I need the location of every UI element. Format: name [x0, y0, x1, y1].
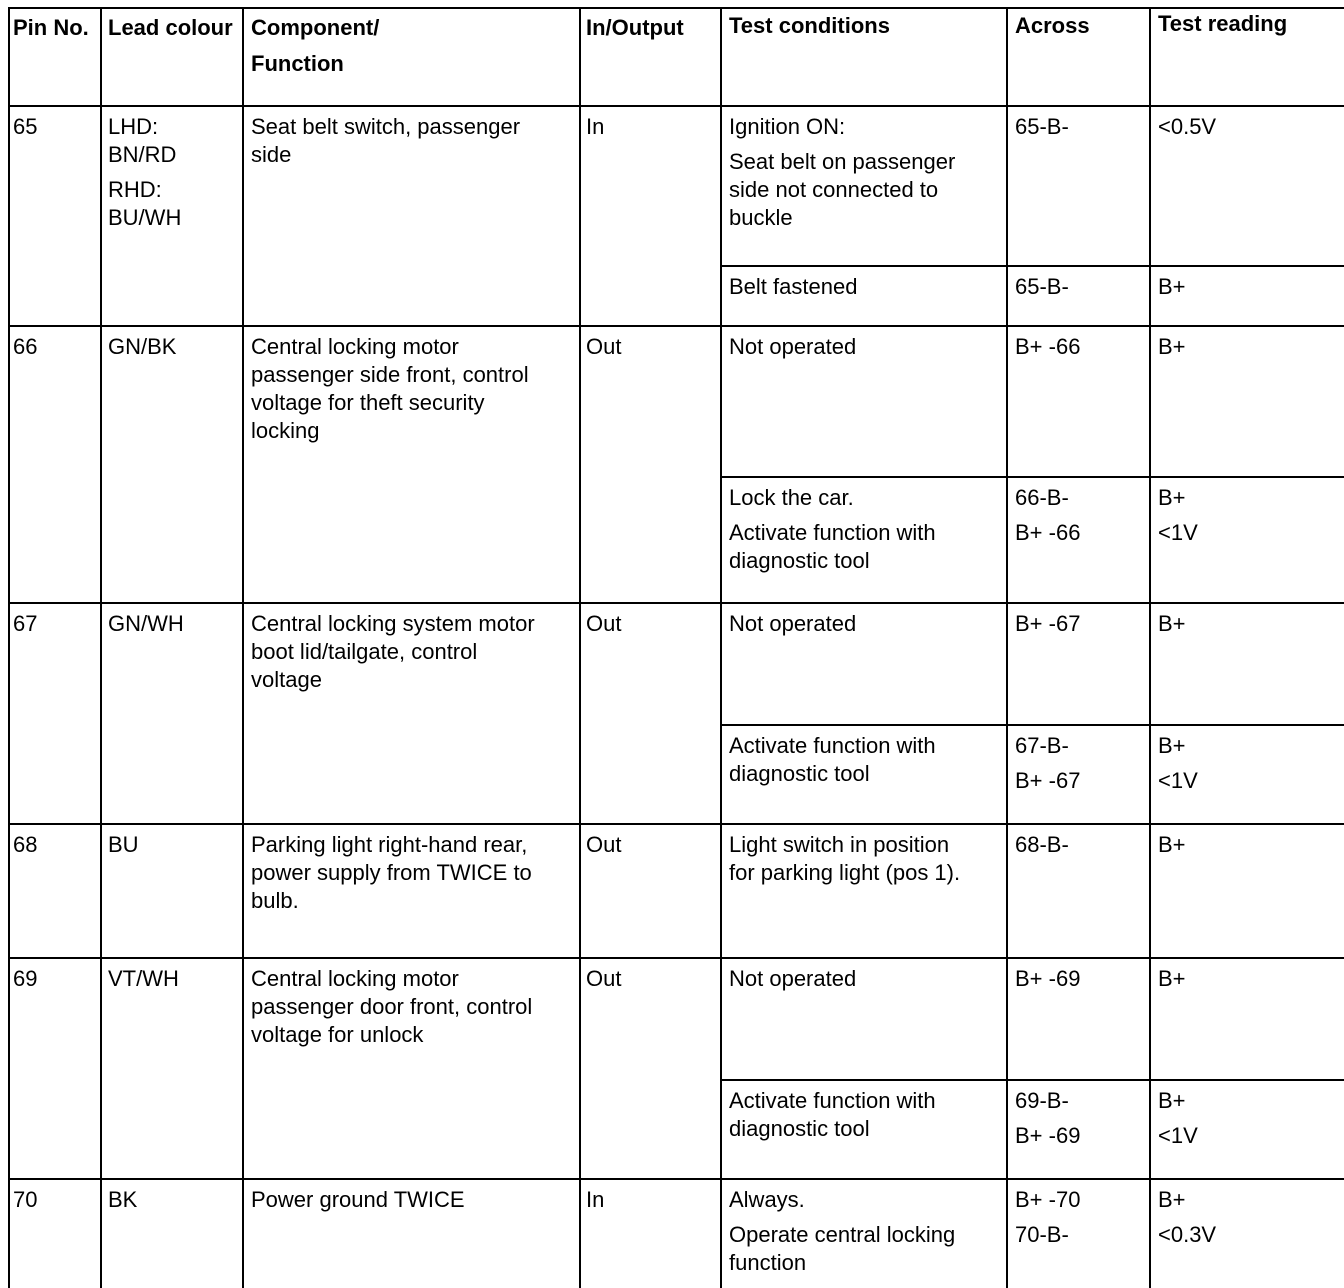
component-cell-line: Central locking motor: [251, 966, 459, 991]
component-cell: [251, 831, 579, 915]
lead-colour-cell: [108, 831, 242, 859]
pin-cell: [13, 831, 98, 859]
line-gap: [1015, 1214, 1145, 1221]
test-condition-cell: [729, 1186, 999, 1277]
across-cell: [1015, 1087, 1145, 1150]
test-condition-cell-line: Activate function with: [729, 520, 936, 545]
sub-row-divider: [720, 476, 1344, 478]
test-condition-cell: [729, 333, 999, 361]
test-reading-cell: [1158, 965, 1338, 993]
row-divider: [8, 957, 1344, 959]
in-output-cell-line: Out: [586, 611, 622, 636]
component-cell-line: passenger door front, control: [251, 994, 533, 1019]
across-cell: [1015, 1186, 1145, 1249]
line-gap: [108, 169, 242, 176]
line-gap: [1158, 760, 1338, 767]
lead-colour-cell: [108, 1186, 242, 1214]
test-condition-cell: [729, 831, 999, 887]
component-cell: [251, 1186, 579, 1214]
test-condition-cell-line: Not operated: [729, 334, 857, 359]
header-lead-colour: Lead colour: [108, 15, 233, 40]
in-output-cell: [586, 1186, 716, 1214]
test-reading-cell-line: <1V: [1158, 520, 1198, 545]
lead-colour-cell: [108, 610, 242, 638]
header-test-reading: Test reading: [1158, 11, 1288, 36]
test-condition-cell-line: Operate central locking: [729, 1222, 956, 1247]
across-cell-line: 69-B-: [1015, 1088, 1069, 1113]
sub-row-divider: [720, 1079, 1344, 1081]
sub-row-divider: [720, 265, 1344, 267]
across-cell: [1015, 273, 1145, 301]
across-cell-line: 68-B-: [1015, 832, 1069, 857]
column-divider: [100, 7, 102, 1288]
test-reading-cell: [1158, 1087, 1338, 1150]
pin-cell-line: 68: [13, 832, 38, 857]
test-condition-cell-line: Ignition ON:: [729, 114, 846, 139]
header-in-output: In/Output: [586, 15, 684, 40]
across-cell-line: 66-B-: [1015, 485, 1069, 510]
in-output-cell-line: Out: [586, 966, 622, 991]
test-reading-cell-line: B+: [1158, 334, 1186, 359]
line-gap: [729, 141, 999, 148]
in-output-cell: [586, 333, 716, 361]
header-test-conditions: Test conditions: [729, 13, 890, 38]
across-cell-line: 65-B-: [1015, 114, 1069, 139]
test-condition-cell-line: function: [729, 1250, 807, 1275]
test-condition-cell-line: Light switch in position: [729, 832, 950, 857]
test-reading-cell: [1158, 333, 1338, 361]
test-reading-cell: [1158, 831, 1338, 859]
test-condition-cell-line: Activate function with: [729, 733, 936, 758]
test-condition-cell: [729, 732, 999, 788]
line-gap: [1015, 512, 1145, 519]
test-condition-cell-line: side not connected to: [729, 177, 939, 202]
in-output-cell-line: In: [586, 114, 605, 139]
test-reading-cell-line: B+: [1158, 611, 1186, 636]
test-reading-cell: [1158, 273, 1338, 301]
sub-row-divider: [720, 724, 1344, 726]
across-cell: [1015, 333, 1145, 361]
test-reading-cell-line: B+: [1158, 1187, 1186, 1212]
component-cell-line: voltage for unlock: [251, 1022, 424, 1047]
lead-colour-cell: [108, 965, 242, 993]
component-cell-line: Central locking motor: [251, 334, 459, 359]
test-reading-cell-line: B+: [1158, 485, 1186, 510]
lead-colour-cell-line: BU/WH: [108, 205, 182, 230]
test-condition-cell-line: for parking light (pos 1).: [729, 860, 961, 885]
test-reading-cell-line: <0.5V: [1158, 114, 1217, 139]
test-reading-cell-line: B+: [1158, 274, 1186, 299]
pin-cell: [13, 333, 98, 361]
component-cell: [251, 333, 579, 445]
column-divider: [720, 7, 722, 1288]
across-cell-line: B+ -69: [1015, 1123, 1081, 1148]
component-cell: [251, 965, 579, 1049]
component-cell-line: Parking light right-hand rear,: [251, 832, 528, 857]
lead-colour-cell-line: VT/WH: [108, 966, 179, 991]
row-divider: [8, 325, 1344, 327]
component-cell: [251, 113, 579, 169]
lead-colour-cell: [108, 333, 242, 361]
component-cell-line: voltage: [251, 667, 322, 692]
header-divider: [8, 105, 1344, 107]
test-condition-cell: [729, 1087, 999, 1143]
across-cell: [1015, 965, 1145, 993]
pin-cell: [13, 1186, 98, 1214]
lead-colour-cell-line: GN/WH: [108, 611, 184, 636]
test-reading-cell-line: B+: [1158, 733, 1186, 758]
lead-colour-cell-line: LHD:: [108, 114, 159, 139]
test-condition-cell-line: Seat belt on passenger: [729, 149, 956, 174]
header-component-line: Function: [251, 51, 344, 76]
lead-colour-cell: [108, 113, 242, 232]
header-component-line: Component/: [251, 15, 380, 40]
in-output-cell-line: Out: [586, 334, 622, 359]
across-cell: [1015, 484, 1145, 547]
test-reading-cell: [1158, 1186, 1338, 1249]
component-cell-line: Central locking system motor: [251, 611, 535, 636]
pin-cell-line: 66: [13, 334, 38, 359]
header-pin: Pin No.: [13, 15, 89, 40]
row-divider: [8, 1178, 1344, 1180]
in-output-cell: [586, 113, 716, 141]
row-divider: [8, 823, 1344, 825]
across-cell-line: B+ -67: [1015, 768, 1081, 793]
column-divider: [242, 7, 244, 1288]
test-reading-cell: [1158, 732, 1338, 795]
pin-cell-line: 67: [13, 611, 38, 636]
in-output-cell-line: In: [586, 1187, 605, 1212]
line-gap: [1158, 1214, 1338, 1221]
test-condition-cell-line: Lock the car.: [729, 485, 854, 510]
across-cell-line: 67-B-: [1015, 733, 1069, 758]
row-divider: [8, 602, 1344, 604]
line-gap: [1015, 760, 1145, 767]
header-across: Across: [1015, 13, 1090, 38]
test-reading-cell-line: <0.3V: [1158, 1222, 1217, 1247]
across-cell-line: B+ -70: [1015, 1187, 1081, 1212]
test-reading-cell-line: <1V: [1158, 1123, 1198, 1148]
header-component: [251, 14, 379, 78]
across-cell: [1015, 732, 1145, 795]
across-cell: [1015, 831, 1145, 859]
in-output-cell: [586, 610, 716, 638]
pin-cell: [13, 113, 98, 141]
across-cell: [1015, 113, 1145, 141]
across-cell-line: B+ -69: [1015, 966, 1081, 991]
column-divider: [8, 7, 10, 1288]
test-condition-cell-line: Activate function with: [729, 1088, 936, 1113]
test-condition-cell: [729, 484, 999, 575]
pin-cell-line: 70: [13, 1187, 38, 1212]
component-cell-line: locking: [251, 418, 320, 443]
pin-cell: [13, 610, 98, 638]
test-reading-cell-line: <1V: [1158, 768, 1198, 793]
test-condition-cell-line: Not operated: [729, 611, 857, 636]
test-condition-cell-line: Not operated: [729, 966, 857, 991]
lead-colour-cell-line: BK: [108, 1187, 138, 1212]
component-cell-line: bulb.: [251, 888, 299, 913]
test-reading-cell: [1158, 113, 1338, 141]
test-condition-cell: [729, 273, 999, 301]
test-reading-cell: [1158, 484, 1338, 547]
across-cell-line: 65-B-: [1015, 274, 1069, 299]
lead-colour-cell-line: BU: [108, 832, 139, 857]
pin-cell-line: 65: [13, 114, 38, 139]
line-gap: [1015, 1115, 1145, 1122]
test-condition-cell-line: Always.: [729, 1187, 805, 1212]
lead-colour-cell-line: GN/BK: [108, 334, 177, 359]
in-output-cell-line: Out: [586, 832, 622, 857]
test-condition-cell-line: diagnostic tool: [729, 761, 870, 786]
across-cell-line: B+ -66: [1015, 334, 1081, 359]
line-gap: [1158, 512, 1338, 519]
test-condition-cell-line: diagnostic tool: [729, 548, 870, 573]
column-divider: [1006, 7, 1008, 1288]
component-cell-line: voltage for theft security: [251, 390, 485, 415]
test-reading-cell: [1158, 610, 1338, 638]
across-cell: [1015, 610, 1145, 638]
component-cell-line: passenger side front, control: [251, 362, 529, 387]
test-condition-cell-line: buckle: [729, 205, 793, 230]
test-reading-cell-line: B+: [1158, 832, 1186, 857]
in-output-cell: [586, 965, 716, 993]
across-cell-line: 70-B-: [1015, 1222, 1069, 1247]
component-cell-line: boot lid/tailgate, control: [251, 639, 478, 664]
test-condition-cell: [729, 113, 999, 232]
in-output-cell: [586, 831, 716, 859]
lead-colour-cell-line: RHD:: [108, 177, 162, 202]
across-cell-line: B+ -66: [1015, 520, 1081, 545]
test-reading-cell-line: B+: [1158, 1088, 1186, 1113]
test-condition-cell-line: Belt fastened: [729, 274, 858, 299]
across-cell-line: B+ -67: [1015, 611, 1081, 636]
line-gap: [1158, 1115, 1338, 1122]
line-gap: [729, 1214, 999, 1221]
test-condition-cell: [729, 610, 999, 638]
pin-cell-line: 69: [13, 966, 38, 991]
table-border-top: [8, 7, 1344, 9]
pin-cell: [13, 965, 98, 993]
component-cell-line: power supply from TWICE to: [251, 860, 532, 885]
component-cell: [251, 610, 579, 694]
lead-colour-cell-line: BN/RD: [108, 142, 177, 167]
component-cell-line: side: [251, 142, 292, 167]
column-divider: [579, 7, 581, 1288]
test-condition-cell-line: diagnostic tool: [729, 1116, 870, 1141]
test-condition-cell: [729, 965, 999, 993]
component-cell-line: Seat belt switch, passenger: [251, 114, 521, 139]
column-divider: [1149, 7, 1151, 1288]
component-cell-line: Power ground TWICE: [251, 1187, 465, 1212]
line-gap: [729, 512, 999, 519]
test-reading-cell-line: B+: [1158, 966, 1186, 991]
